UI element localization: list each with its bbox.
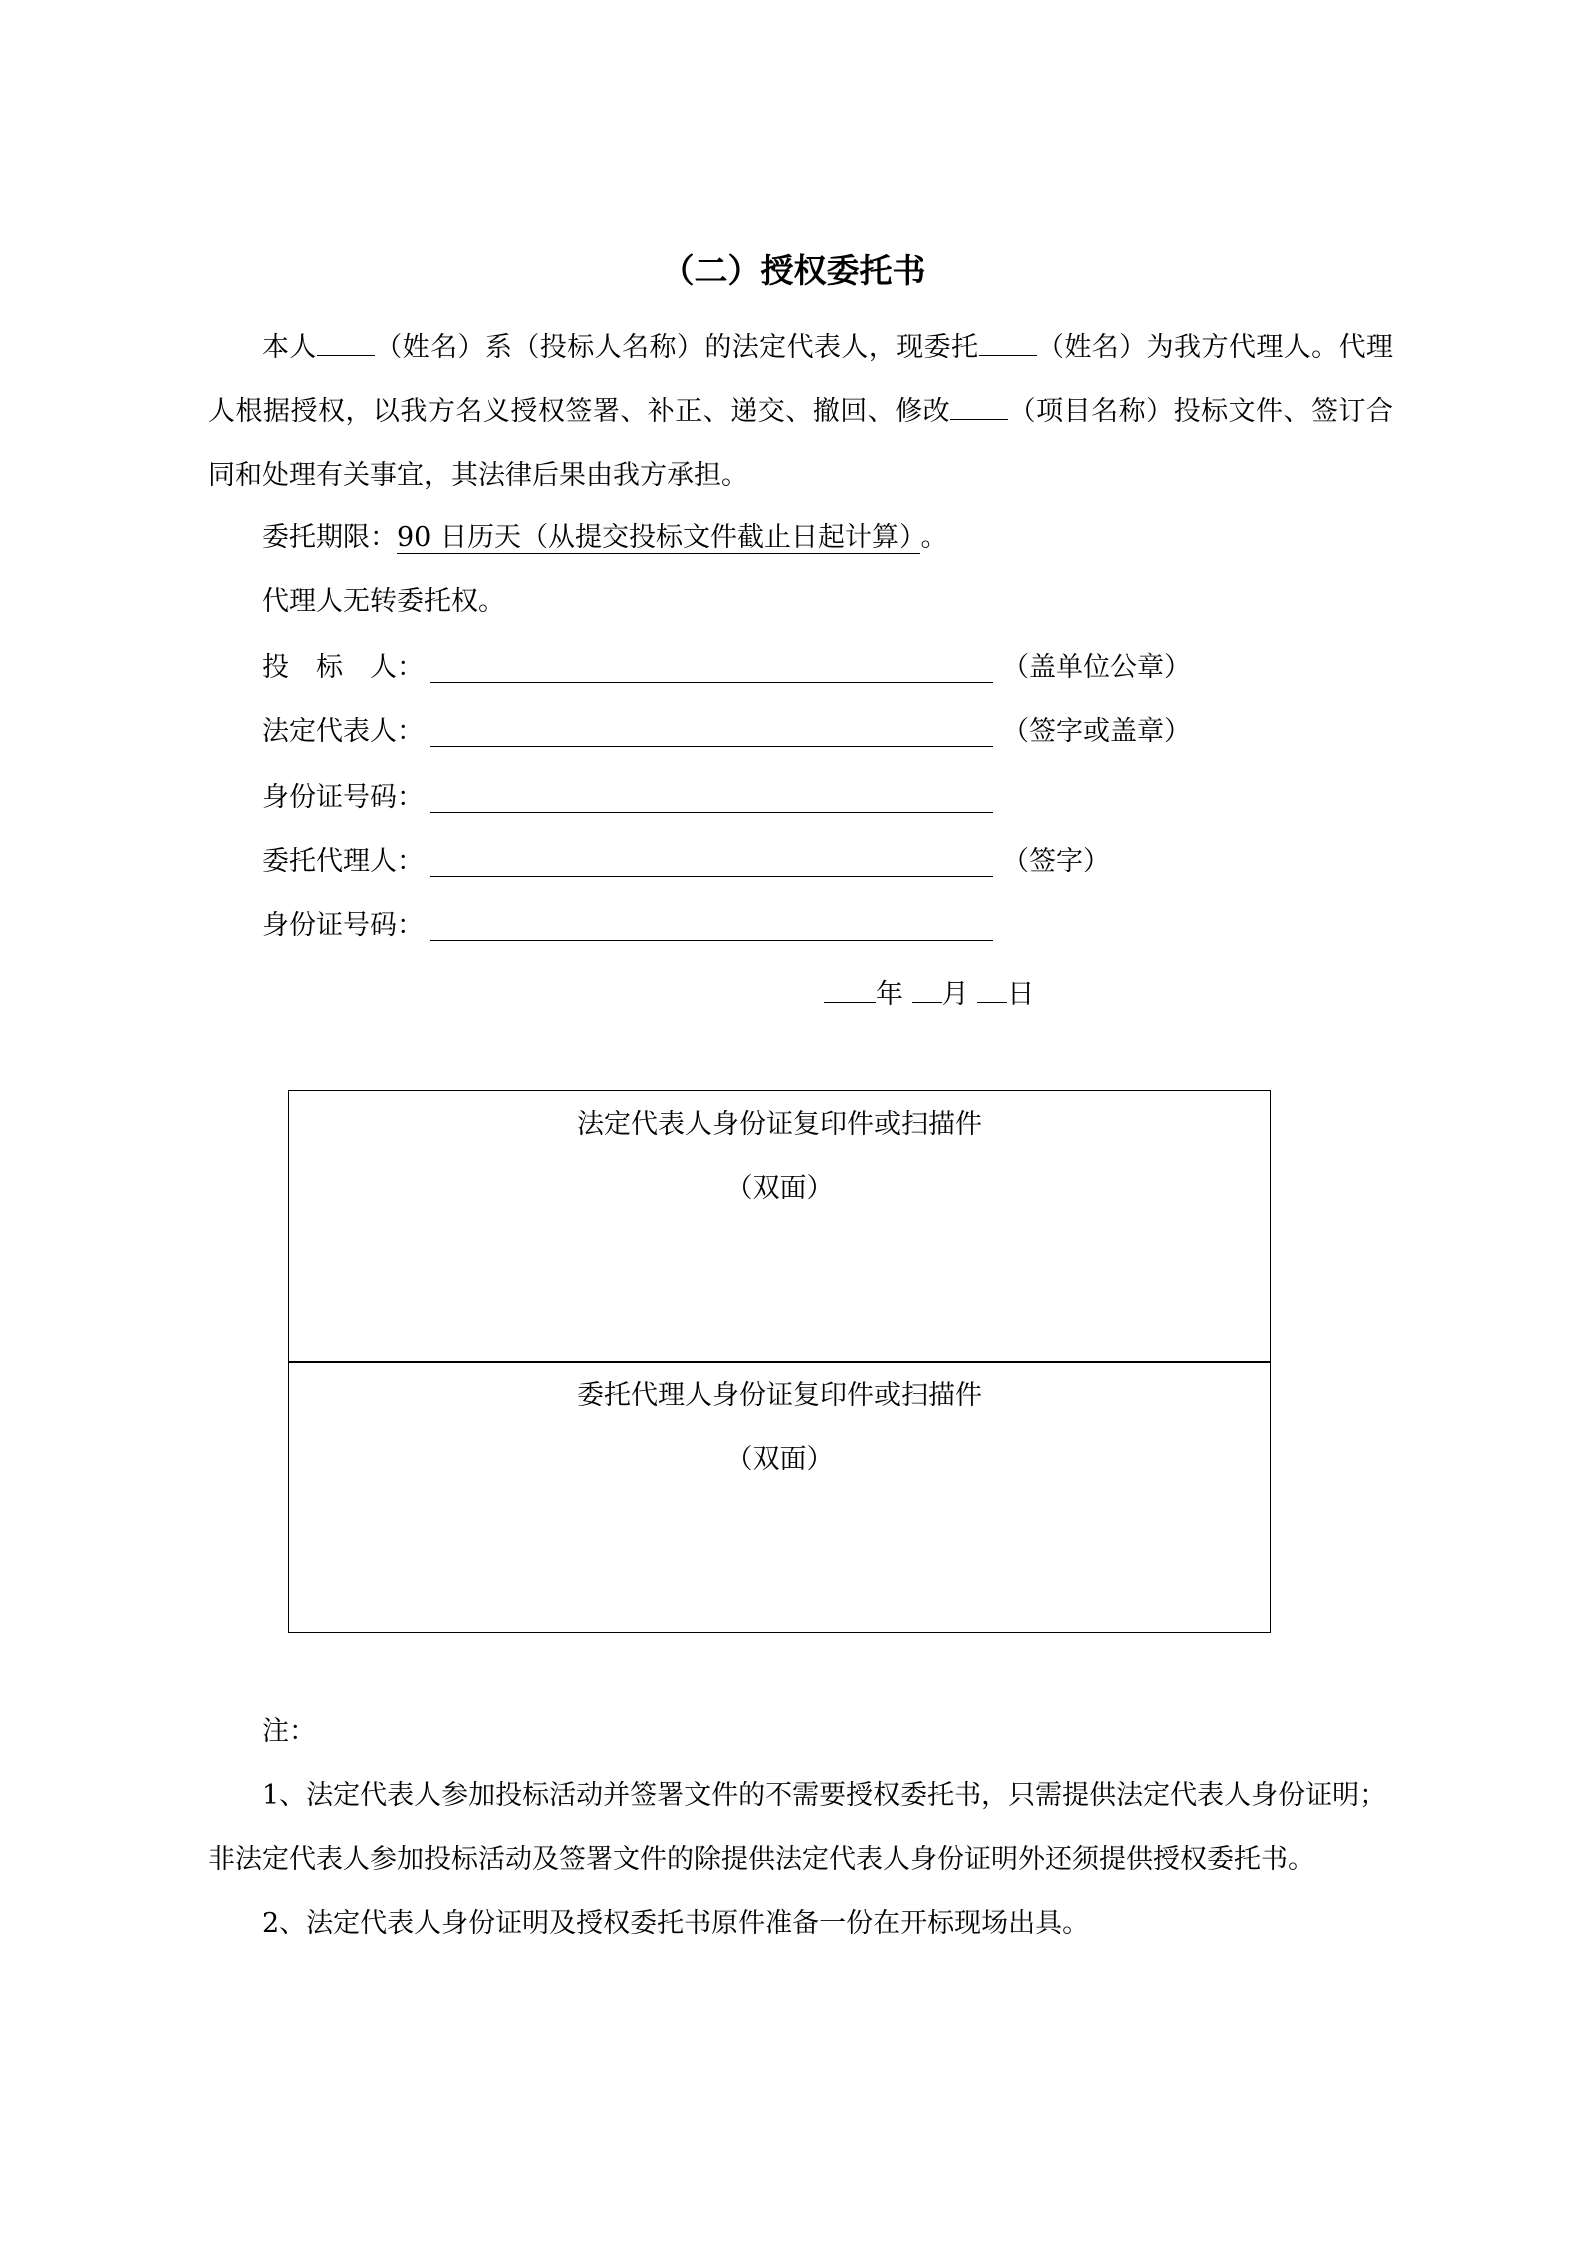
signature-suffix-agent: （签字） <box>1002 846 1110 877</box>
month-blank[interactable] <box>912 972 942 1003</box>
name-blank-2[interactable] <box>979 325 1037 356</box>
signature-label-id-1: 身份证号码： <box>262 782 424 813</box>
project-blank[interactable] <box>950 389 1008 420</box>
day-blank[interactable] <box>977 972 1007 1003</box>
note-1-line-2: 非法定代表人参加投标活动及签署文件的除提供法定代表人身份证明外还须提供授权委托书。 <box>208 1844 1315 1875</box>
month-label: 月 <box>941 979 969 1010</box>
intro-text-2: （姓名）系（投标人名称）的法定代表人，现委托 <box>374 332 979 363</box>
legal-rep-id-box-subtitle: （双面） <box>725 1173 834 1204</box>
agent-id-box-subtitle: （双面） <box>725 1444 834 1475</box>
no-transfer-line: 代理人无转委托权。 <box>262 586 505 617</box>
signature-label-bidder: 投 标 人： <box>262 652 424 683</box>
day-label: 日 <box>1007 979 1035 1010</box>
page-title: （二）授权委托书 <box>661 251 926 290</box>
signature-line-bidder[interactable] <box>430 682 993 683</box>
signature-suffix-bidder: （盖单位公章） <box>1002 652 1191 683</box>
term-value: 90 日历天（从提交投标文件截止日起计算） <box>397 522 920 554</box>
notes-heading: 注： <box>262 1716 316 1747</box>
note-2: 2、法定代表人身份证明及授权委托书原件准备一份在开标现场出具。 <box>262 1908 1090 1939</box>
notes-section <box>208 1700 1393 1956</box>
signature-label-agent: 委托代理人： <box>262 846 424 877</box>
year-blank[interactable] <box>824 972 876 1003</box>
date-line <box>824 972 1034 1015</box>
legal-rep-id-box-title: 法定代表人身份证复印件或扫描件 <box>577 1109 982 1140</box>
signature-line-agent[interactable] <box>430 876 993 877</box>
signature-suffix-legal-rep: （签字或盖章） <box>1002 716 1191 747</box>
signature-line-id-2[interactable] <box>430 940 993 941</box>
agent-id-box-title: 委托代理人身份证复印件或扫描件 <box>577 1380 982 1411</box>
term-line <box>262 518 947 558</box>
agent-id-box[interactable] <box>288 1361 1271 1633</box>
signature-line-legal-rep[interactable] <box>430 746 993 747</box>
term-end: 。 <box>920 522 948 553</box>
signature-label-id-2: 身份证号码： <box>262 910 424 941</box>
intro-text-4: （项目名称）投标文件、签订合同和处理有关事宜，其法律后果由我方承担。 <box>208 396 1394 491</box>
intro-text-1: 本人 <box>262 332 317 363</box>
note-1-line-1: 1、法定代表人参加投标活动并签署文件的不需要授权委托书，只需提供法定代表人身份证明； <box>262 1780 1387 1811</box>
legal-rep-id-box[interactable] <box>288 1090 1271 1363</box>
term-label: 委托期限： <box>262 522 397 553</box>
name-blank-1[interactable] <box>317 325 375 356</box>
signature-label-legal-rep: 法定代表人： <box>262 716 424 747</box>
intro-paragraph <box>208 316 1393 508</box>
year-label: 年 <box>876 979 903 1010</box>
intro-text-3: （姓名）为我方代理人。代理人根据授权，以我方名义授权签署、补正、递交、撤回、修改 <box>208 332 1394 427</box>
signature-line-id-1[interactable] <box>430 812 993 813</box>
